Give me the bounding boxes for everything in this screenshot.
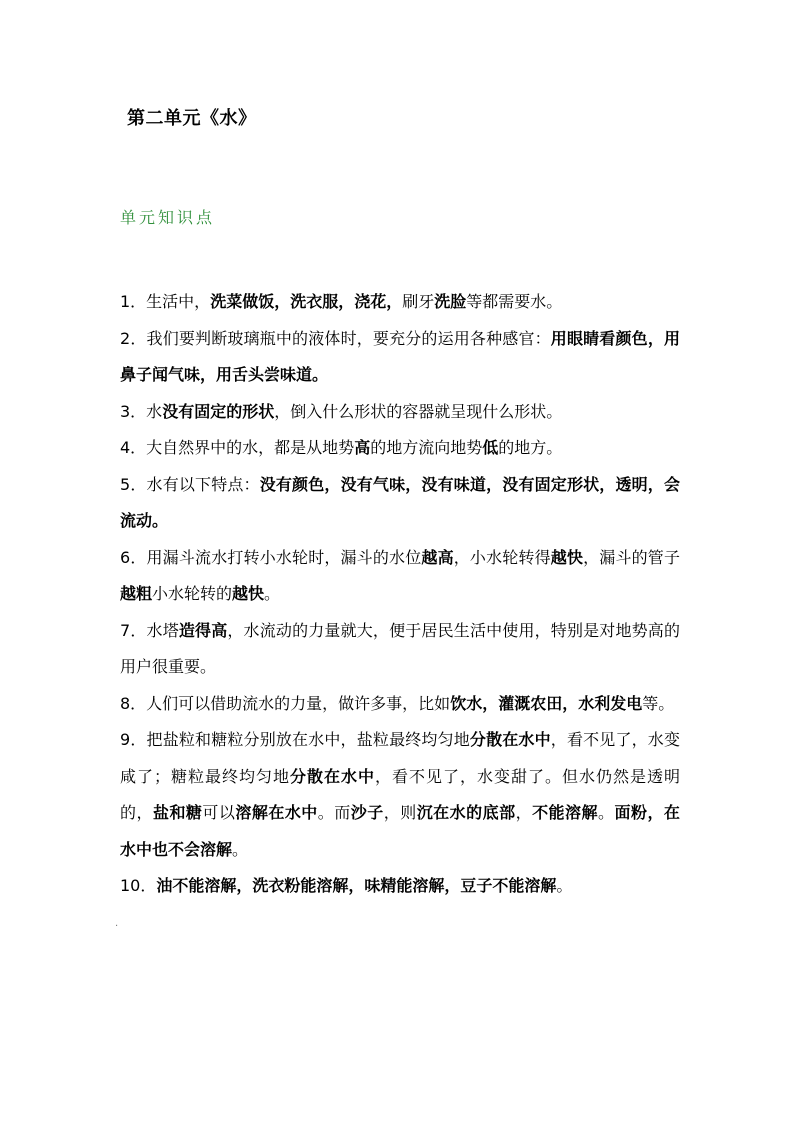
paragraph-text: ，水流动的力量就大，便于居民生活中使用，特别是对地势高的用户很重要。 xyxy=(120,620,680,676)
knowledge-point-3 xyxy=(120,394,680,431)
paragraph-text: ，倒入什么形状的容器就呈现什么形状。 xyxy=(274,401,563,421)
paragraph-text: 刷牙 xyxy=(402,292,435,311)
emphasized-text: 溶解在水中 xyxy=(235,803,318,822)
paragraph-text: 可以 xyxy=(202,803,236,822)
knowledge-point-7 xyxy=(120,613,680,686)
paragraph-text: 。 xyxy=(232,839,249,859)
paragraph-text: 小水轮转的 xyxy=(152,584,233,603)
paragraph-text: 3．水 xyxy=(120,401,163,421)
emphasized-text: 洗菜做饭，洗衣服，浇花， xyxy=(210,292,403,311)
paragraph-text: 1．生活中， xyxy=(120,292,211,311)
paragraph-text: ，看不见了，水变甜了。但水仍然是透明的， xyxy=(120,766,680,822)
emphasized-text: 越快 xyxy=(550,547,584,567)
emphasized-text: 低 xyxy=(482,438,499,457)
emphasized-text: 分散在水中 xyxy=(290,766,375,786)
emphasized-text: 没有颜色，没有气味，没有味道，没有固定形状，透明，会流动。 xyxy=(120,474,680,530)
paragraph-text: ， xyxy=(515,803,533,822)
emphasized-text: 造得高 xyxy=(178,620,228,640)
paragraph-text: 7．水塔 xyxy=(120,620,179,640)
emphasized-text: 沙子 xyxy=(350,803,384,822)
paragraph-text: 。 xyxy=(556,876,573,895)
emphasized-text: 分散在水中 xyxy=(469,730,551,749)
paragraph-text: 。 xyxy=(264,584,281,603)
paragraph-text: 的地方。 xyxy=(498,438,563,457)
emphasized-text: 面粉，在水中也不会溶解 xyxy=(120,803,680,859)
paragraph-text: ，则 xyxy=(383,803,417,822)
knowledge-point-1 xyxy=(120,284,680,321)
emphasized-text: 洗脸 xyxy=(434,292,467,311)
page-title: 第二单元《水》 xyxy=(127,108,257,129)
paragraph-text: 10． xyxy=(120,876,157,895)
emphasized-text: 越高 xyxy=(421,547,454,567)
paragraph-text: 5．水有以下特点： xyxy=(120,474,260,494)
emphasized-text: 用眼睛看颜色，用鼻子闻气味，用舌头尝味道。 xyxy=(120,328,680,384)
emphasized-text: 高 xyxy=(354,438,371,457)
knowledge-point-8 xyxy=(120,686,680,723)
knowledge-point-4 xyxy=(120,430,680,467)
emphasized-text: 盐和糖 xyxy=(152,803,203,822)
paragraph-text: 的地方流向地势 xyxy=(370,438,483,457)
paragraph-text: 4．大自然界中的水，都是从地势 xyxy=(120,438,355,457)
emphasized-text: 油不能溶解，洗衣粉能溶解，味精能溶解，豆子不能溶解 xyxy=(156,876,557,895)
paragraph-text: 9．把盐粒和糖粒分别放在水中，盐粒最终均匀地 xyxy=(120,730,470,749)
paragraph-text: 。 xyxy=(598,803,615,822)
emphasized-text: 沉在水的底部 xyxy=(416,803,516,822)
knowledge-point-6 xyxy=(120,540,680,613)
section-subtitle: 单元知识点 xyxy=(120,208,216,227)
emphasized-text: 没有固定的形状 xyxy=(162,401,275,421)
emphasized-text: 不能溶解 xyxy=(532,803,598,822)
emphasized-text: 越快 xyxy=(232,584,265,603)
paragraph-text: ，看不见了，水变咸了；糖粒最终均匀地 xyxy=(120,730,680,786)
knowledge-point-9 xyxy=(120,722,680,868)
knowledge-point-5 xyxy=(120,467,680,540)
stray-mark: . xyxy=(115,918,119,929)
paragraph-text: ，小水轮转得 xyxy=(453,547,551,567)
knowledge-point-2 xyxy=(120,321,680,394)
paragraph-text: ，漏斗的管子 xyxy=(583,547,680,567)
paragraph-text: 等都需要水。 xyxy=(466,292,563,311)
paragraph-text: 等。 xyxy=(642,693,675,713)
emphasized-text: 越粗 xyxy=(120,584,153,603)
paragraph-text: 。而 xyxy=(317,803,351,822)
paragraph-text: 6．用漏斗流水打转小水轮时，漏斗的水位 xyxy=(120,547,422,567)
paragraph-text: 8．人们可以借助流水的力量，做许多事，比如 xyxy=(120,693,451,713)
knowledge-point-10 xyxy=(120,868,680,905)
emphasized-text: 饮水，灌溉农田，水利发电 xyxy=(450,693,643,713)
paragraph-text: 2．我们要判断玻璃瓶中的液体时，要充分的运用各种感官： xyxy=(120,328,551,348)
knowledge-points xyxy=(120,284,680,905)
